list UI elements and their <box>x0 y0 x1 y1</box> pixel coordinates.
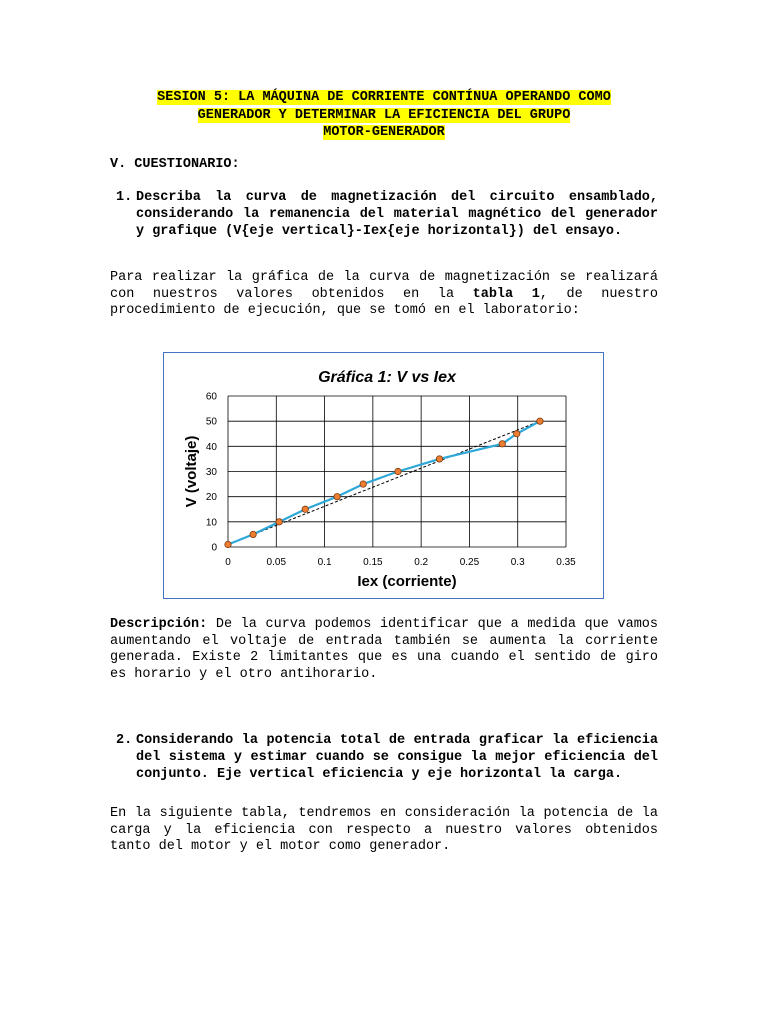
description-label: Descripción: <box>110 617 208 632</box>
chart-title: Gráfica 1: V vs Iex <box>318 369 456 386</box>
question-1 <box>110 189 658 240</box>
chart-x-tick-label: 0.35 <box>556 557 576 568</box>
title-line-1: SESION 5: LA MÁQUINA DE CORRIENTE CONTÍNUA OPERANDO COMO <box>157 90 611 105</box>
chart-y-tick-label: 10 <box>205 517 217 529</box>
chart-data-point <box>225 541 231 547</box>
question-2-number: 2. <box>116 733 133 748</box>
chart-data-point <box>514 431 520 437</box>
chart-y-tick-label: 50 <box>205 416 217 428</box>
chart-y-ticks <box>206 392 218 554</box>
chart-x-tick-label: 0.2 <box>414 557 429 568</box>
chart-data-point <box>276 519 282 525</box>
chart-data-point <box>537 418 543 424</box>
chart-data-point <box>250 531 256 537</box>
chart-x-tick-label: 0.1 <box>317 557 332 568</box>
question-1-text: Describa la curva de magnetización del circuito ensamblado, considerando la remanencia del material magnético del generador y grafique (V{eje vertical}-Iex{eje horizontal}) del ensayo. <box>136 190 658 239</box>
paragraph-1 <box>110 270 658 320</box>
question-1-number: 1. <box>116 190 133 205</box>
chart-x-tick-label: 0.05 <box>266 557 287 568</box>
title-line-3: MOTOR-GENERADOR <box>323 125 445 140</box>
chart-data-point <box>302 506 308 512</box>
chart-data-point <box>436 456 442 462</box>
paragraph-2: En la siguiente tabla, tendremos en consideración la potencia de la carga y la eficiencia con respecto a nuestro valores obtenidos tanto del motor y el motor como generador. <box>110 806 658 855</box>
document-title <box>100 89 668 142</box>
chart-y-tick-label: 40 <box>205 441 217 453</box>
chart-y-tick-label: 30 <box>205 467 217 478</box>
paragraph-1-bold-ref: tabla 1 <box>472 286 540 302</box>
chart-data-point <box>395 468 401 474</box>
chart-x-tick-label: 0.15 <box>363 557 383 568</box>
chart-container <box>163 352 604 599</box>
description-text: De la curva podemos identificar que a medida que vamos aumentando el voltaje de entrada también se aumenta la corriente generada. Existe 2 limitantes que es una cuando el sentido de giro es horario y el otro antihorario. <box>110 617 658 683</box>
chart-x-axis-label: Iex (corriente) <box>357 573 457 590</box>
chart-y-tick-label: 0 <box>211 542 217 554</box>
chart-y-tick-label: 20 <box>205 492 217 504</box>
chart-y-axis-label: V (voltaje) <box>183 435 200 508</box>
question-2 <box>110 732 658 783</box>
title-line-2: GENERADOR Y DETERMINAR LA EFICIENCIA DEL GRUPO <box>197 107 571 123</box>
section-heading: V. CUESTIONARIO: <box>110 157 240 172</box>
chart-data-point <box>334 493 340 499</box>
chart-y-tick-label: 60 <box>205 391 217 403</box>
description-paragraph <box>110 617 658 684</box>
paragraph-1-text-after: , de nuestro procedimiento de ejecución, que se tomó en el laboratorio: <box>110 286 659 319</box>
chart-data-point <box>360 481 366 487</box>
chart-data-point <box>499 441 505 447</box>
paragraph-1-text-before: Para realizar la gráfica de la curva de magnetización se realizará con nuestros valores obtenidos en la <box>110 270 658 302</box>
chart-x-tick-label: 0.25 <box>459 557 480 568</box>
chart-x-tick-label: 0.3 <box>510 557 525 568</box>
chart-svg <box>164 353 605 600</box>
chart-x-tick-label: 0 <box>225 557 231 568</box>
chart-x-ticks <box>225 557 576 568</box>
chart-trendline-group <box>228 421 540 544</box>
chart-trendline <box>228 421 540 544</box>
question-2-text: Considerando la potencia total de entrada graficar la eficiencia del sistema y estimar cuando se consigue la mejor eficiencia del conjunto. Eje vertical eficiencia y eje horizontal la carga. <box>136 733 658 782</box>
